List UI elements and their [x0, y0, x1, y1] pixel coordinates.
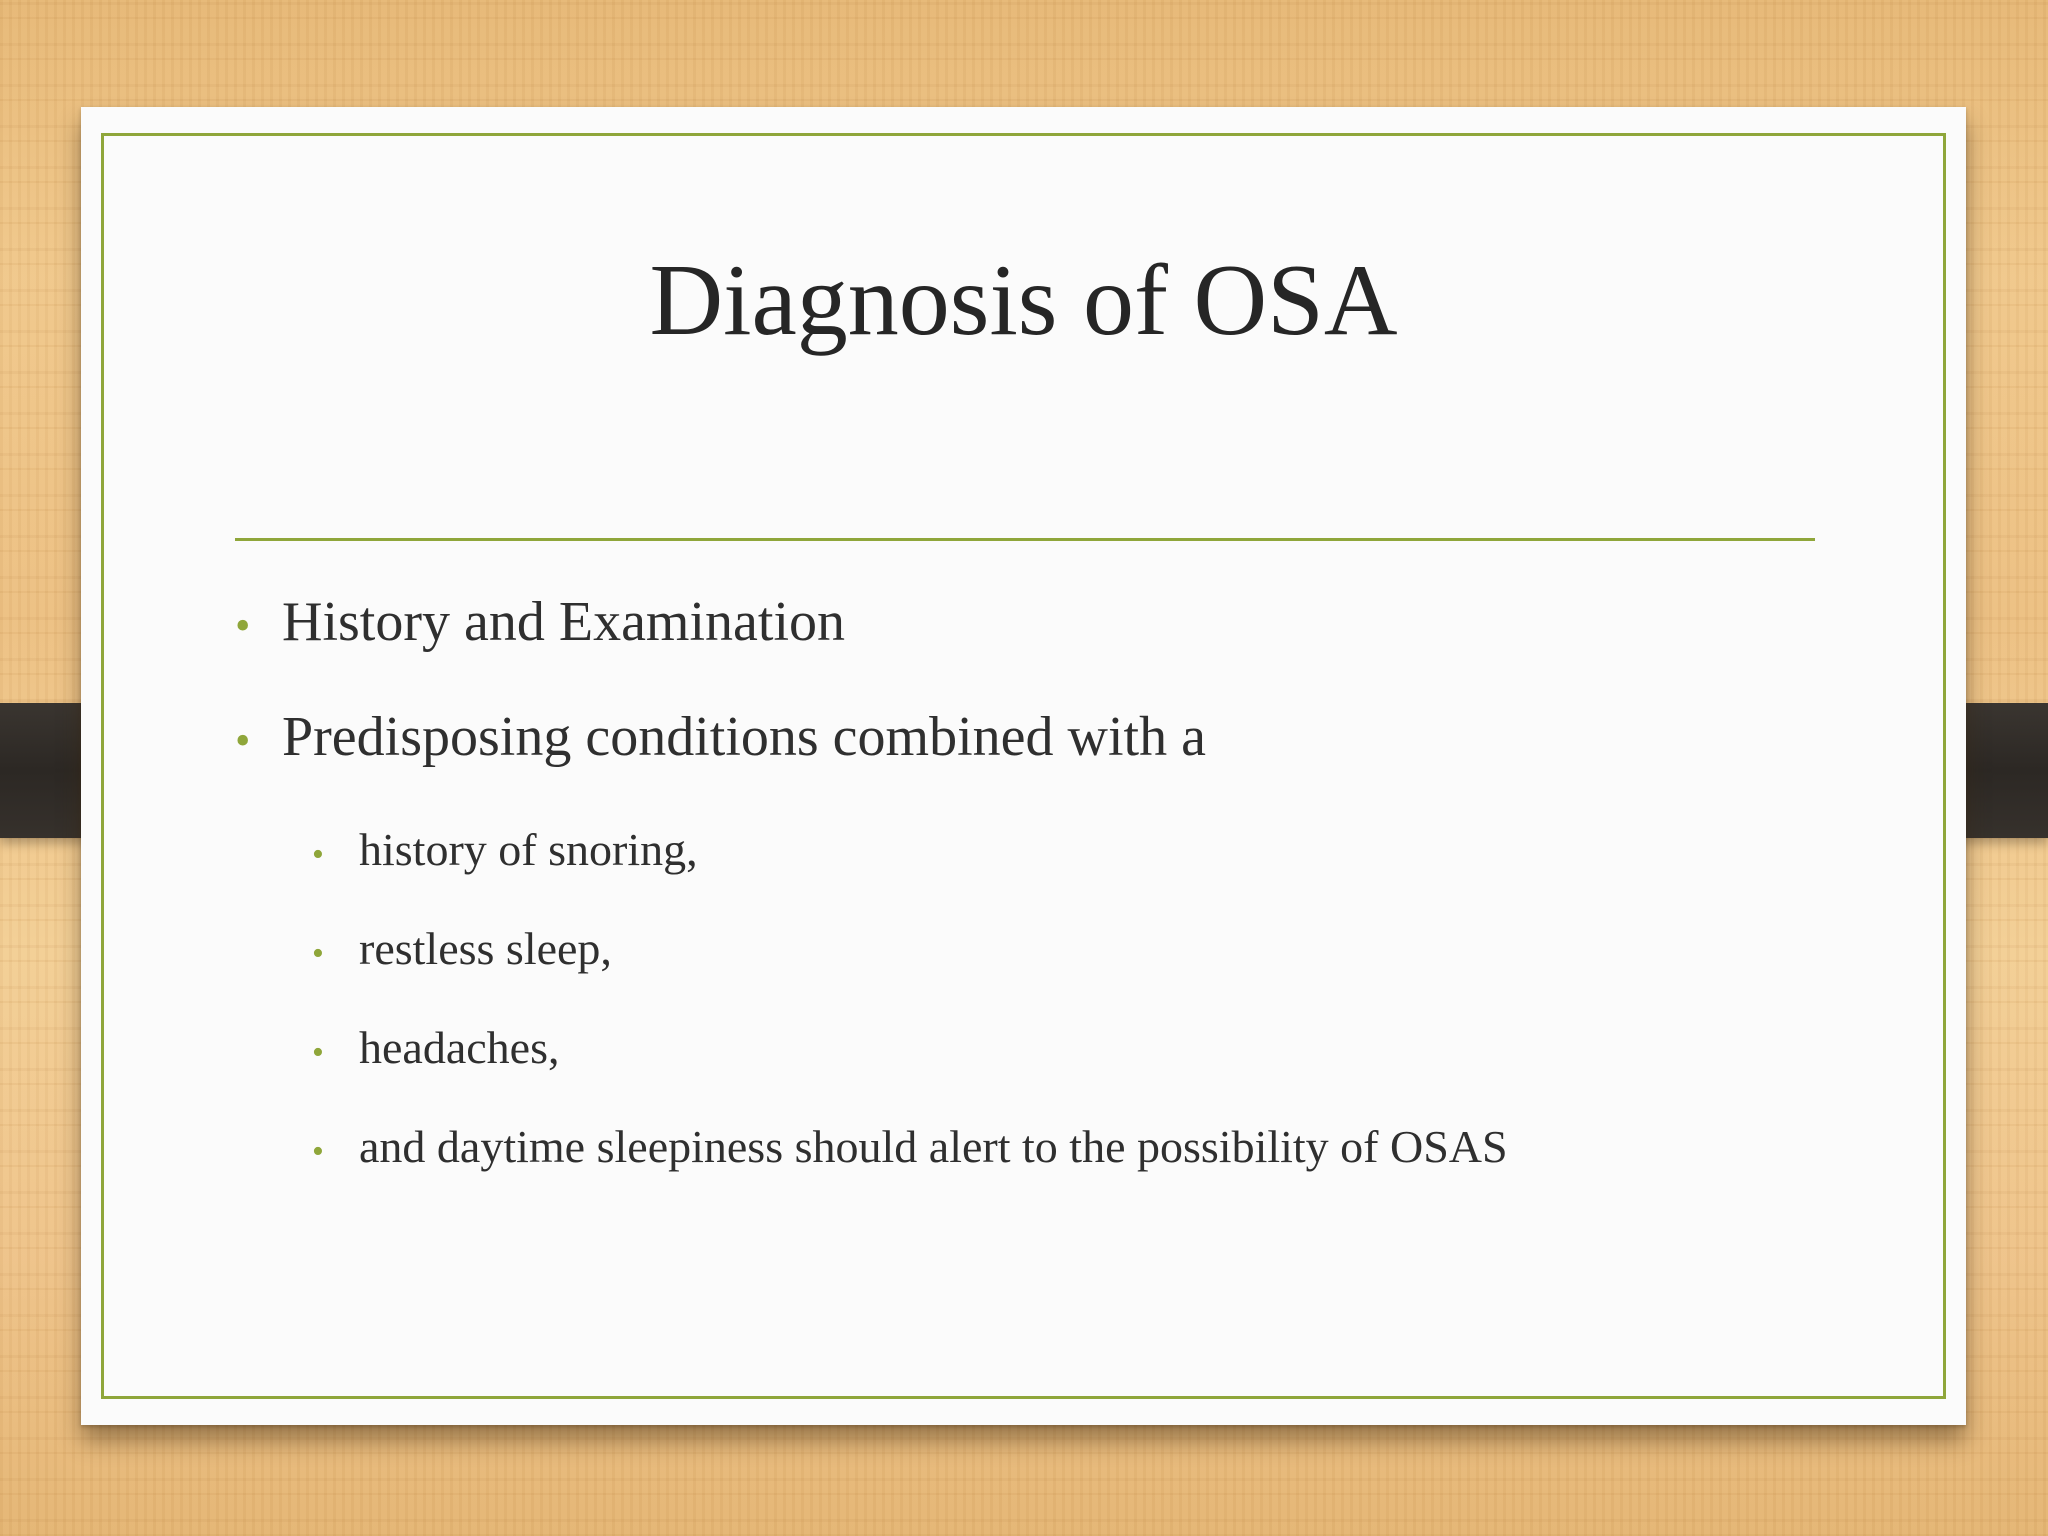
- slide-title: Diagnosis of OSA: [649, 244, 1398, 357]
- sub-bullet-icon: •: [312, 836, 324, 873]
- bullet-text: Predisposing conditions combined with a: [282, 706, 1206, 768]
- sub-bullet-item: [312, 823, 698, 876]
- sub-bullet-text: and daytime sleepiness should alert to the possibility of OSAS: [359, 1121, 1508, 1172]
- sub-bullet-icon: •: [312, 1133, 324, 1170]
- sub-bullet-item: [312, 1021, 560, 1074]
- sub-bullet-icon: •: [312, 935, 324, 972]
- bullet-list: [235, 107, 1835, 1425]
- slide: [81, 107, 1966, 1425]
- sub-bullet-text: restless sleep,: [359, 923, 612, 974]
- sub-bullet-item: [312, 1120, 1508, 1173]
- bullet-icon: •: [235, 601, 251, 650]
- bullet-text: History and Examination: [282, 591, 846, 653]
- sub-bullet-text: headaches,: [359, 1022, 560, 1073]
- sub-bullet-text: history of snoring,: [359, 824, 698, 875]
- sub-bullet-item: [312, 922, 612, 975]
- bullet-icon: •: [235, 716, 251, 765]
- bullet-item: [235, 705, 1206, 769]
- sub-bullet-icon: •: [312, 1034, 324, 1071]
- bullet-item: [235, 590, 845, 654]
